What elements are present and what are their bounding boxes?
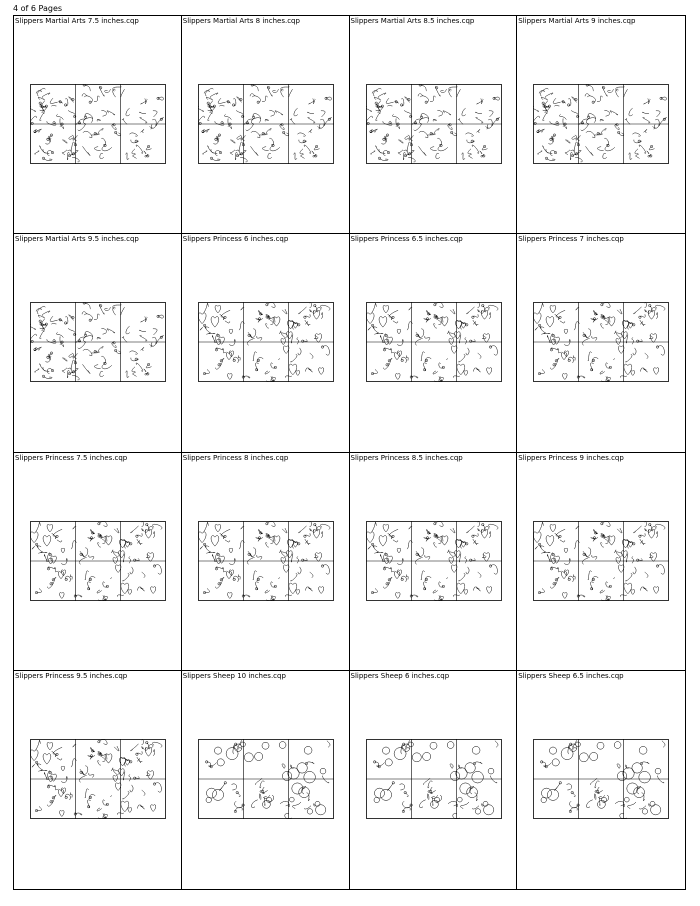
pattern-cell[interactable] — [182, 234, 350, 452]
pattern-cell[interactable] — [14, 453, 182, 671]
pattern-cell[interactable] — [14, 234, 182, 452]
pattern-title: Slippers Sheep 6 inches.cqp — [350, 671, 450, 680]
pattern-title: Slippers Martial Arts 9.5 inches.cqp — [15, 235, 139, 244]
pattern-title: Slippers Princess 8.5 inches.cqp — [350, 453, 463, 462]
pattern-cell[interactable] — [517, 453, 685, 671]
pattern-cell[interactable] — [182, 453, 350, 671]
pattern-thumbnail — [198, 521, 334, 601]
pattern-cell[interactable] — [14, 671, 182, 889]
pattern-thumbnail — [366, 739, 502, 819]
pattern-thumbnail — [198, 84, 334, 164]
pattern-cell[interactable] — [350, 234, 518, 452]
pattern-title: Slippers Martial Arts 7.5 inches.cqp — [15, 17, 139, 25]
pattern-title: Slippers Princess 7 inches.cqp — [518, 235, 624, 244]
pattern-cell[interactable] — [350, 16, 518, 234]
pattern-thumbnail — [198, 302, 334, 382]
pattern-thumbnail — [30, 739, 166, 819]
pattern-thumbnail — [30, 521, 166, 601]
pattern-thumbnail — [533, 739, 669, 819]
pattern-thumbnail — [533, 84, 669, 164]
pattern-title: Slippers Sheep 6.5 inches.cqp — [518, 671, 624, 680]
pattern-thumbnail — [533, 302, 669, 382]
pattern-title: Slippers Martial Arts 8 inches.cqp — [182, 17, 300, 25]
pattern-thumbnail — [366, 302, 502, 382]
pattern-grid — [13, 15, 686, 890]
pattern-cell[interactable] — [350, 453, 518, 671]
pattern-title: Slippers Sheep 10 inches.cqp — [182, 671, 286, 680]
pattern-thumbnail — [30, 84, 166, 164]
pattern-title: Slippers Princess 7.5 inches.cqp — [15, 453, 128, 462]
pattern-title: Slippers Martial Arts 9 inches.cqp — [518, 17, 636, 25]
pattern-cell[interactable] — [182, 671, 350, 889]
pattern-title: Slippers Princess 8 inches.cqp — [182, 453, 289, 462]
pattern-thumbnail — [366, 521, 502, 601]
pattern-thumbnail — [198, 739, 334, 819]
pattern-title: Slippers Princess 6.5 inches.cqp — [350, 235, 463, 244]
pattern-title: Slippers Martial Arts 8.5 inches.cqp — [350, 17, 475, 25]
pattern-cell[interactable] — [350, 671, 518, 889]
pattern-cell[interactable] — [517, 16, 685, 234]
pattern-cell[interactable] — [517, 671, 685, 889]
pattern-title: Slippers Princess 9.5 inches.cqp — [15, 671, 128, 680]
pattern-cell[interactable] — [182, 16, 350, 234]
pattern-title: Slippers Princess 9 inches.cqp — [518, 453, 624, 462]
pattern-title: Slippers Princess 6 inches.cqp — [182, 235, 289, 244]
pattern-thumbnail — [366, 84, 502, 164]
pattern-thumbnail — [533, 521, 669, 601]
pattern-thumbnail — [30, 302, 166, 382]
page-count: 4 of 6 Pages — [13, 4, 63, 13]
pattern-cell[interactable] — [517, 234, 685, 452]
pattern-cell[interactable] — [14, 16, 182, 234]
